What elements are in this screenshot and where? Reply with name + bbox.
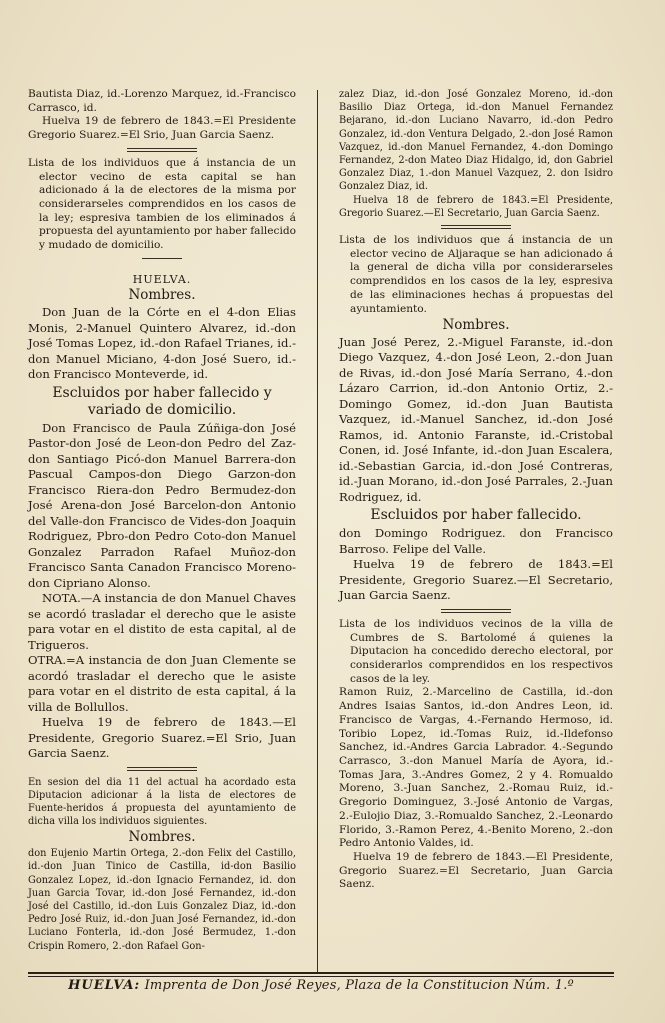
signature-block: Huelva 19 de febrero de 1843.—El Presidente, Gregorio Suarez.=El Srio, Juan Garcia Saenz. bbox=[28, 715, 296, 761]
signature-block: Huelva 18 de febrero de 1843.=El Presidente, Gregorio Suarez.—El Secretario, Juan Garcia Saenz. bbox=[339, 194, 613, 219]
other-note-paragraph: OTRA.=A instancia de don Juan Clemente se acordó trasladar el derecho que le asiste para votar en el distrito de esta capital, á la villa de Bollullos. bbox=[28, 653, 296, 714]
names-heading: Nombres. bbox=[128, 829, 196, 846]
excluded-heading: Escluidos por haber fallecido y variado de domicilio. bbox=[52, 384, 272, 418]
signature-block: Huelva 19 de febrero de 1843.=El Presidente Gregorio Suarez.=El Srio, Juan Garcia Saenz. bbox=[28, 115, 296, 142]
footer-rule bbox=[28, 972, 614, 974]
excluded-names: Don Francisco de Paula Zúñiga-don José Pastor-don José de Leon-don Pedro del Zaz-don Santiago Picó-don Manuel Barrera-don Pascual Campos-don Diego Garzon-don Francisco Riera-don Pedro Bermudez-don José Arena-don José Barcelon-don Antonio del Valle-don Francisco de Vides-don Joaquin Rodriguez, Pbro-don Pedro Coto-don Manuel Gonzalez Parradon Rafael Muñoz-don Francisco Santa Canadon Francisco Moreno-don Cipriano Alonso. bbox=[28, 420, 296, 590]
right-column bbox=[339, 88, 613, 892]
names-list-continuation: zalez Diaz, id.-don José Gonzalez Moreno, id.-don Basilio Diaz Ortega, id.-don Manuel Fernandez Bejarano, id.-don Luciano Navarro, id.-don Pedro Gonzalez, id.-don Ventura Delgado, 2.-don José Ramon Vazquez, id.-don Manuel Fernandez, 4.-don Domingo Fernandez, 2-don Mateo Diaz Hidalgo, id, don Gabriel Gonzalez Diaz, 1.-don Manuel Vazquez, 2. don Isidro Gonzalez Diaz, id. bbox=[339, 89, 613, 193]
names-heading: Nombres. bbox=[442, 317, 510, 334]
names-list: don Eujenio Martin Ortega, 2.-don Felix del Castillo, id.-don Juan Tinico de Castilla, id-don Basilio Gonzalez Lopez, id.-don Ignacio Fernandez, id. don Juan Garcia Tovar, id.-don José Fernandez, id.-don José del Castillo, id.-don Luis Gonzalez Diaz, id.-don Pedro José Ruiz, id.-don Juan José Fernandez, id.-don Luciano Fonterla, id.-don José Bermudez, 1.-don Crispin Romero, 2.-don Rafael Gon- bbox=[28, 848, 296, 952]
column-divider bbox=[317, 90, 318, 972]
signature-block: Huelva 19 de febrero de 1843.—El Presidente, Gregorio Suarez.=El Secretario, Juan Garcia Saenz. bbox=[339, 850, 613, 891]
names-list: Juan José Perez, 2.-Miguel Faranste, id.-don Diego Vazquez, 4.-don José Leon, 2.-don Juan de Rivas, id.-don José María Serrano, 4.-don Lázaro Carrion, id.-don Antonio Ortiz, 2.-Domingo Gomez, id.-don Juan Bautista Vazquez, id.-Manuel Sanchez, id.-don José Ramos, id. Antonio Faranste, id.-Cristobal Conen, id. José Infante, id.-don Juan Escalera, id.-Sebastian Garcia, id.-don José Contreras, id.-Juan Morano, id.-don José Parrales, 2.-Juan Rodriguez, id. bbox=[339, 334, 613, 504]
section-separator bbox=[28, 143, 296, 157]
signature-block: Huelva 19 de febrero de 1843.=El Presidente, Gregorio Suarez.—El Secretario, Juan Garcia Saenz. bbox=[339, 557, 613, 603]
list-intro: Lista de los individuos vecinos de la villa de Cumbres de S. Bartolomé á quienes la Diputacion ha concedido derecho electoral, por considerarlos comprendidos en los respectivos casos de la ley. bbox=[339, 617, 613, 685]
list-continuation: Bautista Diaz, id.-Lorenzo Marquez, id.-Francisco Carrasco, id. bbox=[28, 88, 296, 114]
session-paragraph: En sesion del dia 11 del actual ha acordado esta Diputacion adicionar á la lista de electores de Fuente-heridos á propuesta del ayuntamiento de dicha villa los individuos siguientes. bbox=[28, 776, 296, 828]
section-separator bbox=[28, 762, 296, 776]
imprint-place: HUELVA: bbox=[68, 978, 141, 993]
excluded-names: don Domingo Rodriguez. don Francisco Barroso. Felipe del Valle. bbox=[339, 526, 613, 556]
left-column bbox=[28, 88, 296, 953]
list-intro: Lista de los individuos que á instancia de un elector vecino de Aljaraque se han adicionado á la general de dicha villa por considerarseles comprendidos en los casos de la ley, espresiva de las eliminaciones hechas á propuestas del ayuntamiento. bbox=[339, 234, 613, 315]
section-separator bbox=[339, 220, 613, 234]
excluded-heading: Escluidos por haber fallecido. bbox=[370, 507, 582, 524]
names-list: Ramon Ruiz, 2.-Marcelino de Castilla, id.-don Andres Isaias Santos, id.-don Andres Leon, id. Francisco de Vargas, 4.-Fernando Hermoso, id. Toribio Lopez, id.-Tomas Ruiz, id.-Ildefonso Sanchez, id.-Andres Garcia Labrador. 4.-Segundo Carrasco, 3.-don Manuel María de Ayora, id.-Tomas Jara, 3.-Andres Gomez, 2 y 4. Romualdo Moreno, 3.-Juan Sanchez, 2.-Romau Ruiz, id.-Gregorio Dominguez, 3.-José Antonio de Vargas, 2.-Eulojio Diaz, 3.-Romualdo Sanchez, 2.-Leonardo Florido, 3.-Ramon Perez, 4.-Benito Moreno, 2.-don Pedro Antonio Valdes, id. bbox=[339, 686, 613, 850]
names-heading: Nombres. bbox=[128, 287, 196, 304]
note-paragraph: NOTA.—A instancia de don Manuel Chaves se acordó trasladar el derecho que le asiste para votar en el distito de esta capital, al de Trigueros. bbox=[28, 591, 296, 652]
short-rule bbox=[28, 253, 296, 267]
imprint-text: Imprenta de Don José Reyes, Plaza de la Constitucion Núm. 1.º bbox=[144, 978, 574, 993]
place-heading: HUELVA. bbox=[132, 272, 192, 286]
names-list: Don Juan de la Córte en el 4-don Elias Monis, 2-Manuel Quintero Alvarez, id.-don José Tomas Lopez, id.-don Rafael Trianes, id.-don Manuel Miciano, 4-don José Suero, id.-don Francisco Monteverde, id. bbox=[28, 305, 296, 382]
section-separator bbox=[339, 604, 613, 618]
printer-imprint bbox=[28, 977, 614, 995]
list-intro: Lista de los individuos que á instancia de un elector vecino de esta capital se han adicionado á la de electores de la misma por considerarseles comprendidos en los casos de la ley; espresiva tambien de los eliminados á propuesta del ayuntamiento por haber fallecido y mudado de domicilio. bbox=[28, 156, 296, 252]
